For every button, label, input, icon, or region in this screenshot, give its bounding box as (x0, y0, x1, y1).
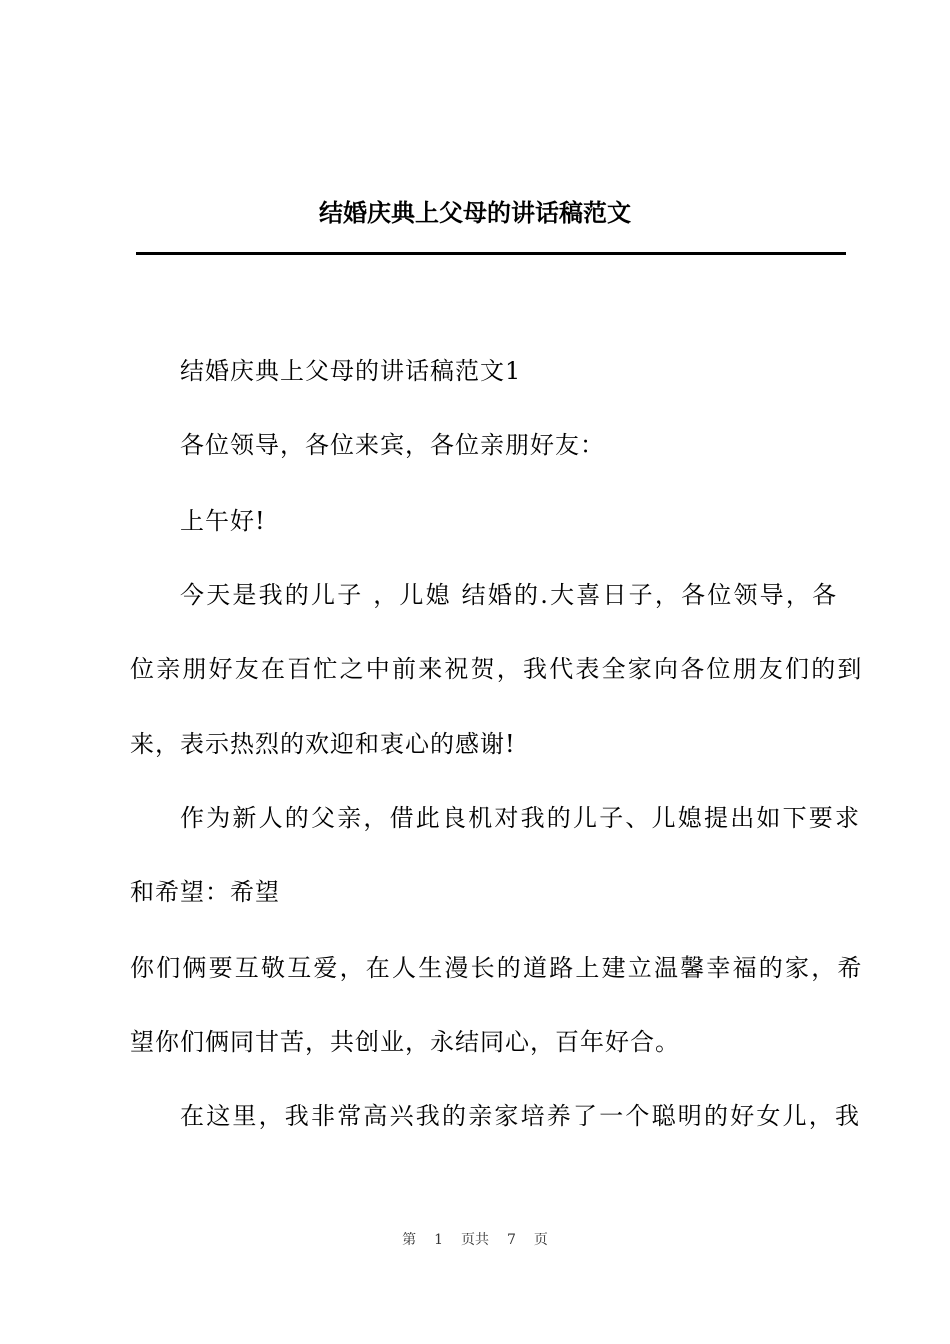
page-footer (0, 1230, 950, 1250)
title-divider (136, 252, 846, 255)
paragraph-line: 和希望：希望 (130, 878, 280, 906)
current-page-number: 1 (434, 1232, 443, 1248)
page-label-prefix: 第 (402, 1232, 417, 1248)
page-title: 结婚庆典上父母的讲话稿范文 (319, 198, 631, 227)
paragraph-heading: 结婚庆典上父母的讲话稿范文1 (180, 357, 522, 385)
paragraph-line: 各位领导，各位来宾，各位亲朋好友： (180, 431, 605, 459)
paragraph-line: 你们俩要互敬互爱，在人生漫长的道路上建立温馨幸福的家，希 (130, 954, 864, 982)
paragraph-line: 上午好! (180, 507, 266, 535)
paragraph-line: 在这里，我非常高兴我的亲家培养了一个聪明的好女儿，我 (180, 1102, 862, 1130)
paragraph-line: 望你们俩同甘苦，共创业，永结同心，百年好合。 (130, 1028, 680, 1056)
paragraph-line: 位亲朋好友在百忙之中前来祝贺，我代表全家向各位朋友们的到 (130, 655, 864, 683)
page-label-suffix: 页 (533, 1232, 548, 1248)
paragraph-line: 今天是我的儿子 ，儿媳 结婚的.大喜日子，各位领导，各 (180, 581, 839, 609)
paragraph-line: 来，表示热烈的欢迎和衷心的感谢! (130, 730, 516, 758)
paragraph-line: 作为新人的父亲，借此良机对我的儿子、儿媳提出如下要求 (180, 804, 862, 832)
page-label-middle: 页共 (461, 1232, 489, 1248)
total-pages-number: 7 (507, 1232, 516, 1248)
